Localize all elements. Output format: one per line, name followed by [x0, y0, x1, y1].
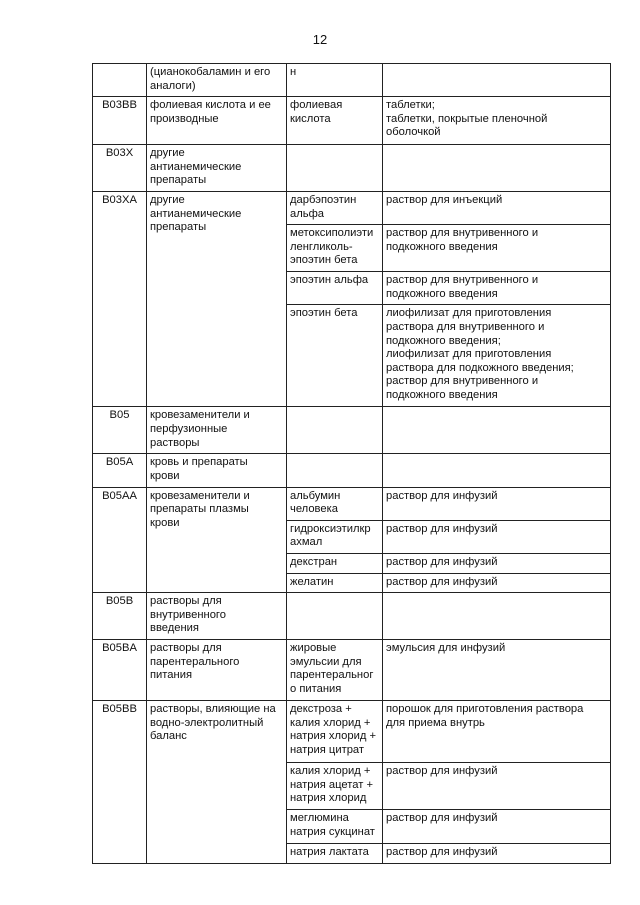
- atc-code-cell: B05BA: [93, 640, 147, 701]
- dosage-form-cell: [383, 64, 611, 97]
- dosage-form-cell: раствор для инъекций: [383, 191, 611, 224]
- anatomical-therapeutic-group-cell: фолиевая кислота и ее производные: [147, 97, 287, 145]
- anatomical-therapeutic-group-cell: растворы, влияющие на водно-электролитный баланс: [147, 701, 287, 864]
- table-row: [93, 454, 611, 487]
- dosage-form-cell: раствор для инфузий: [383, 810, 611, 844]
- dosage-form-cell: раствор для внутривенного и подкожного введения: [383, 225, 611, 272]
- anatomical-therapeutic-group-cell: другие антианемические препараты: [147, 191, 287, 406]
- medications-table-body: [93, 64, 611, 864]
- drug-name-cell: метоксиполиэти ленгликоль- эпоэтин бета: [287, 225, 383, 272]
- atc-code-cell: B05A: [93, 454, 147, 487]
- drug-name-cell: натрия лактата: [287, 844, 383, 864]
- dosage-form-cell: раствор для внутривенного и подкожного введения: [383, 272, 611, 305]
- drug-name-cell: декстран: [287, 553, 383, 573]
- table-row: [93, 64, 611, 97]
- table-row: [93, 640, 611, 701]
- table-row: [93, 97, 611, 145]
- atc-code-cell: [93, 64, 147, 97]
- table-row: [93, 407, 611, 454]
- dosage-form-cell: порошок для приготовления раствора для приема внутрь: [383, 701, 611, 763]
- atc-code-cell: B03XA: [93, 191, 147, 406]
- medications-table: [92, 63, 611, 864]
- drug-name-cell: меглюмина натрия сукцинат: [287, 810, 383, 844]
- drug-name-cell: эпоэтин альфа: [287, 272, 383, 305]
- drug-name-cell: гидроксиэтилкр ахмал: [287, 520, 383, 553]
- drug-name-cell: калия хлорид + натрия ацетат + натрия хлорид: [287, 763, 383, 810]
- table-row: [93, 593, 611, 640]
- table-row: [93, 701, 611, 763]
- dosage-form-cell: раствор для инфузий: [383, 487, 611, 520]
- drug-name-cell: [287, 145, 383, 192]
- dosage-form-cell: раствор для инфузий: [383, 553, 611, 573]
- atc-code-cell: B03X: [93, 145, 147, 192]
- anatomical-therapeutic-group-cell: растворы для внутривенного введения: [147, 593, 287, 640]
- drug-name-cell: эпоэтин бета: [287, 305, 383, 407]
- atc-code-cell: B05AA: [93, 487, 147, 593]
- anatomical-therapeutic-group-cell: (цианокобаламин и его аналоги): [147, 64, 287, 97]
- dosage-form-cell: раствор для инфузий: [383, 573, 611, 593]
- table-row: [93, 145, 611, 192]
- table-row: [93, 191, 611, 224]
- dosage-form-cell: [383, 593, 611, 640]
- anatomical-therapeutic-group-cell: кровезаменители и препараты плазмы крови: [147, 487, 287, 593]
- drug-name-cell: декстроза + калия хлорид + натрия хлорид + натрия цитрат: [287, 701, 383, 763]
- dosage-form-cell: [383, 454, 611, 487]
- dosage-form-cell: лиофилизат для приготовления раствора для внутривенного и подкожного введения; лиофилизат для приготовления раствора для подкожного введения; раствор для внутривенного и подкожного введения: [383, 305, 611, 407]
- dosage-form-cell: раствор для инфузий: [383, 520, 611, 553]
- dosage-form-cell: раствор для инфузий: [383, 844, 611, 864]
- drug-name-cell: [287, 593, 383, 640]
- drug-name-cell: альбумин человека: [287, 487, 383, 520]
- atc-code-cell: B03BB: [93, 97, 147, 145]
- page-number: 12: [312, 32, 328, 47]
- table-row: [93, 487, 611, 520]
- dosage-form-cell: раствор для инфузий: [383, 763, 611, 810]
- dosage-form-cell: таблетки; таблетки, покрытые пленочной оболочкой: [383, 97, 611, 145]
- dosage-form-cell: эмульсия для инфузий: [383, 640, 611, 701]
- dosage-form-cell: [383, 145, 611, 192]
- drug-name-cell: дарбэпоэтин альфа: [287, 191, 383, 224]
- drug-name-cell: н: [287, 64, 383, 97]
- drug-name-cell: [287, 454, 383, 487]
- drug-name-cell: [287, 407, 383, 454]
- anatomical-therapeutic-group-cell: другие антианемические препараты: [147, 145, 287, 192]
- anatomical-therapeutic-group-cell: растворы для парентерального питания: [147, 640, 287, 701]
- drug-name-cell: жировые эмульсии для парентеральног о питания: [287, 640, 383, 701]
- drug-name-cell: фолиевая кислота: [287, 97, 383, 145]
- atc-code-cell: B05BB: [93, 701, 147, 864]
- anatomical-therapeutic-group-cell: кровезаменители и перфузионные растворы: [147, 407, 287, 454]
- drug-name-cell: желатин: [287, 573, 383, 593]
- anatomical-therapeutic-group-cell: кровь и препараты крови: [147, 454, 287, 487]
- atc-code-cell: B05: [93, 407, 147, 454]
- dosage-form-cell: [383, 407, 611, 454]
- atc-code-cell: B05B: [93, 593, 147, 640]
